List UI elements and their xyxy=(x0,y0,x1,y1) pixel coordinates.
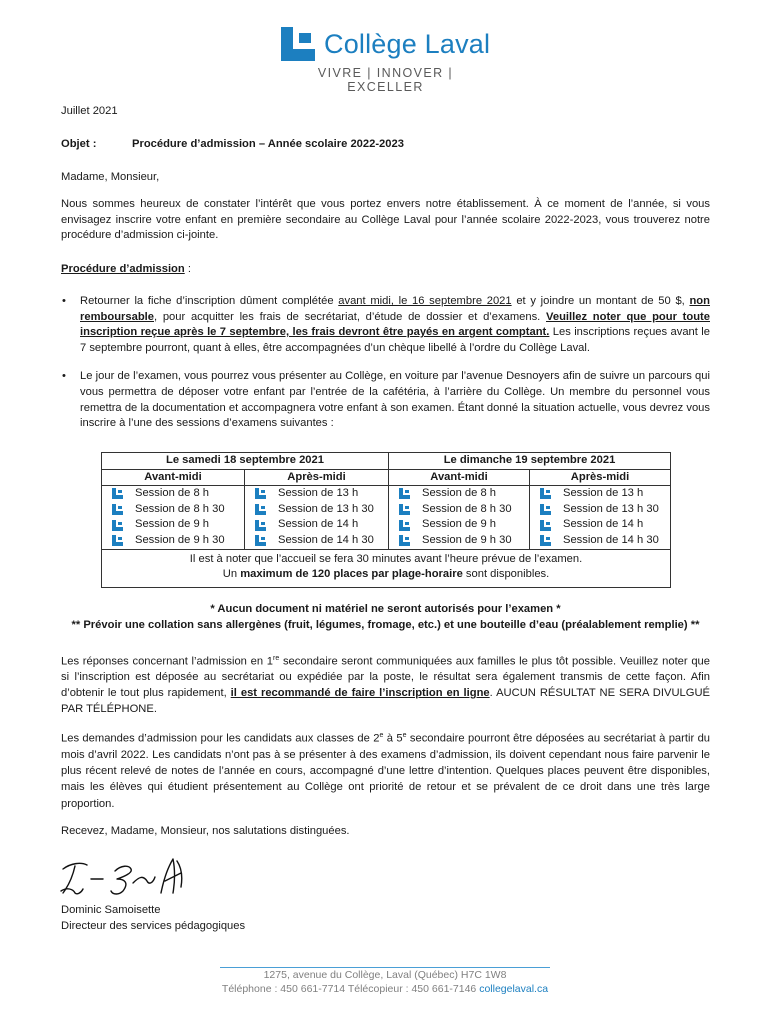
session-option: Session de 9 h 30 xyxy=(393,533,525,549)
college-bullet-icon xyxy=(255,520,266,531)
day1-am-sessions xyxy=(102,486,245,549)
letter-date: Juillet 2021 xyxy=(61,105,118,117)
cash-payment-notice: Veuillez noter que pour toute inscription reçue après le 7 septembre, les frais devront être payés en argent comptant. xyxy=(80,310,710,339)
object-text: Procédure d’admission – Année scolaire 2022-2023 xyxy=(132,138,404,150)
college-bullet-icon xyxy=(255,535,266,546)
object-label: Objet : xyxy=(61,138,97,150)
college-bullet-icon xyxy=(112,504,123,515)
college-logo-icon xyxy=(281,27,315,61)
capacity-note: Un maximum de 120 places par plage-horaire sont disponibles. xyxy=(222,568,550,581)
session-option: Session de 8 h 30 xyxy=(393,502,525,518)
online-registration-recommendation: il est recommandé de faire l’inscription en ligne xyxy=(230,686,490,699)
handwritten-signature xyxy=(57,853,189,901)
arrival-note: Il est à noter que l’accueil se fera 30 minutes avant l’heure prévue de l’examen. xyxy=(189,552,583,565)
procedure-heading xyxy=(61,262,191,278)
website-link[interactable]: collegelaval.ca xyxy=(479,983,549,995)
procedure-step-registration: • Retourner la fiche d’inscription dûment complétée avant midi, le 16 septembre 2021 et y joindre un montant de 50 $, non remboursable, pour acquitter les frais de secrétariat, d’étude de dossier et d’examens. Veuillez noter que pour toute inscription reçue après le 7 septembre, les frais devront être payés en argent comptant. Les inscriptions reçues avant le 7 septembre pourront, quant à elles, être accompagnées d’un chèque libellé à l’ordre du Collège Laval. xyxy=(61,294,710,356)
day1-pm-header: Après-midi xyxy=(245,469,389,486)
intro-paragraph: Nous sommes heureux de constater l’intérêt que vous portez envers notre établissement. À ce moment de l’année, si vous envisagez inscrire votre enfant en première secondaire au Collège Laval pour l’année scolaire 2022-2023, vous trouverez notre procédure d’admission ci-jointe. xyxy=(61,198,710,242)
procedure-heading-colon: : xyxy=(184,263,191,275)
deadline-text: avant midi, le 16 septembre 2021 xyxy=(338,295,512,307)
footer-divider xyxy=(220,967,550,968)
signer-title: Directeur des services pédagogiques xyxy=(61,920,246,932)
footer-phone: Téléphone : 450 661-7714 Télécopieur : 450 661-7146 xyxy=(221,983,480,995)
college-bullet-icon xyxy=(112,488,123,499)
schedule-note xyxy=(102,549,671,587)
college-tagline: VIVRE | INNOVER | EXCELLER xyxy=(317,66,454,94)
college-bullet-icon xyxy=(399,520,410,531)
responses-paragraph: Les réponses concernant l’admission en 1re secondaire seront communiquées aux familles le plus tôt possible. Veuillez noter que si l’inscription est déposée au secrétariat ou expédiée par la poste, le résultat sera également transmis de cette façon. Afin d’obtenir le tout plus rapidement, il est recommandé de faire l’inscription en ligne. AUCUN RÉSULTAT NE SERA DIVULGUÉ PAR TÉLÉPHONE. xyxy=(61,655,711,715)
day2-pm-sessions xyxy=(530,486,671,549)
session-option: Session de 8 h 30 xyxy=(106,502,240,518)
college-bullet-icon xyxy=(399,535,410,546)
college-bullet-icon xyxy=(112,520,123,531)
other-grades-paragraph: Les demandes d’admission pour les candidats aux classes de 2e à 5e secondaire pourront être déposées au secrétariat à partir du mois d’avril 2022. Les candidats n’ont pas à se présenter à des examens d’admission, ils doivent cependant nous faire parvenir le plus récent relevé de notes de l’année en cours, accompagné d’une lettre d’intention. Quelques places peuvent être disponibles, mais les élèves qui étudient présentement au Collège ont priorité de retour et se prévalent de ce droit dans une très large proportion. xyxy=(61,732,711,810)
snack-warning: ** Prévoir une collation sans allergènes (fruit, légumes, fromage, etc.) et une bouteille d’eau (préalablement remplie) ** xyxy=(71,619,700,631)
salutation: Madame, Monsieur, xyxy=(61,171,160,183)
day1-pm-sessions xyxy=(245,486,389,549)
session-option: Session de 8 h xyxy=(393,486,525,502)
session-option: Session de 14 h xyxy=(249,517,384,533)
session-option: Session de 13 h xyxy=(249,486,384,502)
day2-am-header: Avant-midi xyxy=(389,469,530,486)
procedure-heading-text: Procédure d’admission xyxy=(61,263,185,275)
college-bullet-icon xyxy=(255,488,266,499)
college-bullet-icon xyxy=(540,535,551,546)
session-option: Session de 13 h 30 xyxy=(534,502,666,518)
signer-name: Dominic Samoisette xyxy=(61,904,161,916)
day2-header: Le dimanche 19 septembre 2021 xyxy=(389,453,671,470)
session-option: Session de 9 h xyxy=(106,517,240,533)
college-bullet-icon xyxy=(399,488,410,499)
college-bullet-icon xyxy=(540,488,551,499)
closing: Recevez, Madame, Monsieur, nos salutations distinguées. xyxy=(61,825,350,837)
college-bullet-icon xyxy=(540,504,551,515)
day1-header: Le samedi 18 septembre 2021 xyxy=(102,453,389,470)
exam-schedule-table xyxy=(101,452,671,588)
college-bullet-icon xyxy=(255,504,266,515)
session-option: Session de 8 h xyxy=(106,486,240,502)
day2-pm-header: Après-midi xyxy=(530,469,671,486)
day1-am-header: Avant-midi xyxy=(102,469,245,486)
session-option: Session de 13 h xyxy=(534,486,666,502)
college-logo xyxy=(281,26,490,62)
non-refundable-text: non remboursable xyxy=(80,295,710,323)
day2-am-sessions xyxy=(389,486,530,549)
college-bullet-icon xyxy=(399,504,410,515)
session-option: Session de 9 h xyxy=(393,517,525,533)
college-bullet-icon xyxy=(112,535,123,546)
session-option: Session de 9 h 30 xyxy=(106,533,240,549)
session-option: Session de 14 h 30 xyxy=(534,533,666,549)
footer-contact xyxy=(150,983,620,995)
session-option: Session de 14 h xyxy=(534,517,666,533)
footer-address: 1275, avenue du Collège, Laval (Québec) H7C 1W8 xyxy=(263,969,507,981)
college-bullet-icon xyxy=(540,520,551,531)
procedure-list xyxy=(61,294,710,432)
no-material-warning: * Aucun document ni matériel ne seront autorisés pour l’examen * xyxy=(210,603,561,615)
session-option: Session de 14 h 30 xyxy=(249,533,384,549)
session-option: Session de 13 h 30 xyxy=(249,502,384,518)
procedure-step-exam-day: • Le jour de l’examen, vous pourrez vous présenter au Collège, en voiture par l’avenue Desnoyers afin de suivre un parcours qui vous permettra de déposer votre enfant par l’entrée de la cafétéria, à l’arrière du Collège. Un membre du personnel vous remettra de la documentation et accompagnera votre enfant à son examen. Étant donné la situation actuelle, vous devrez vous inscrire à l’une des sessions d’examens suivantes : xyxy=(61,369,710,431)
college-name: Collège Laval xyxy=(324,28,491,59)
